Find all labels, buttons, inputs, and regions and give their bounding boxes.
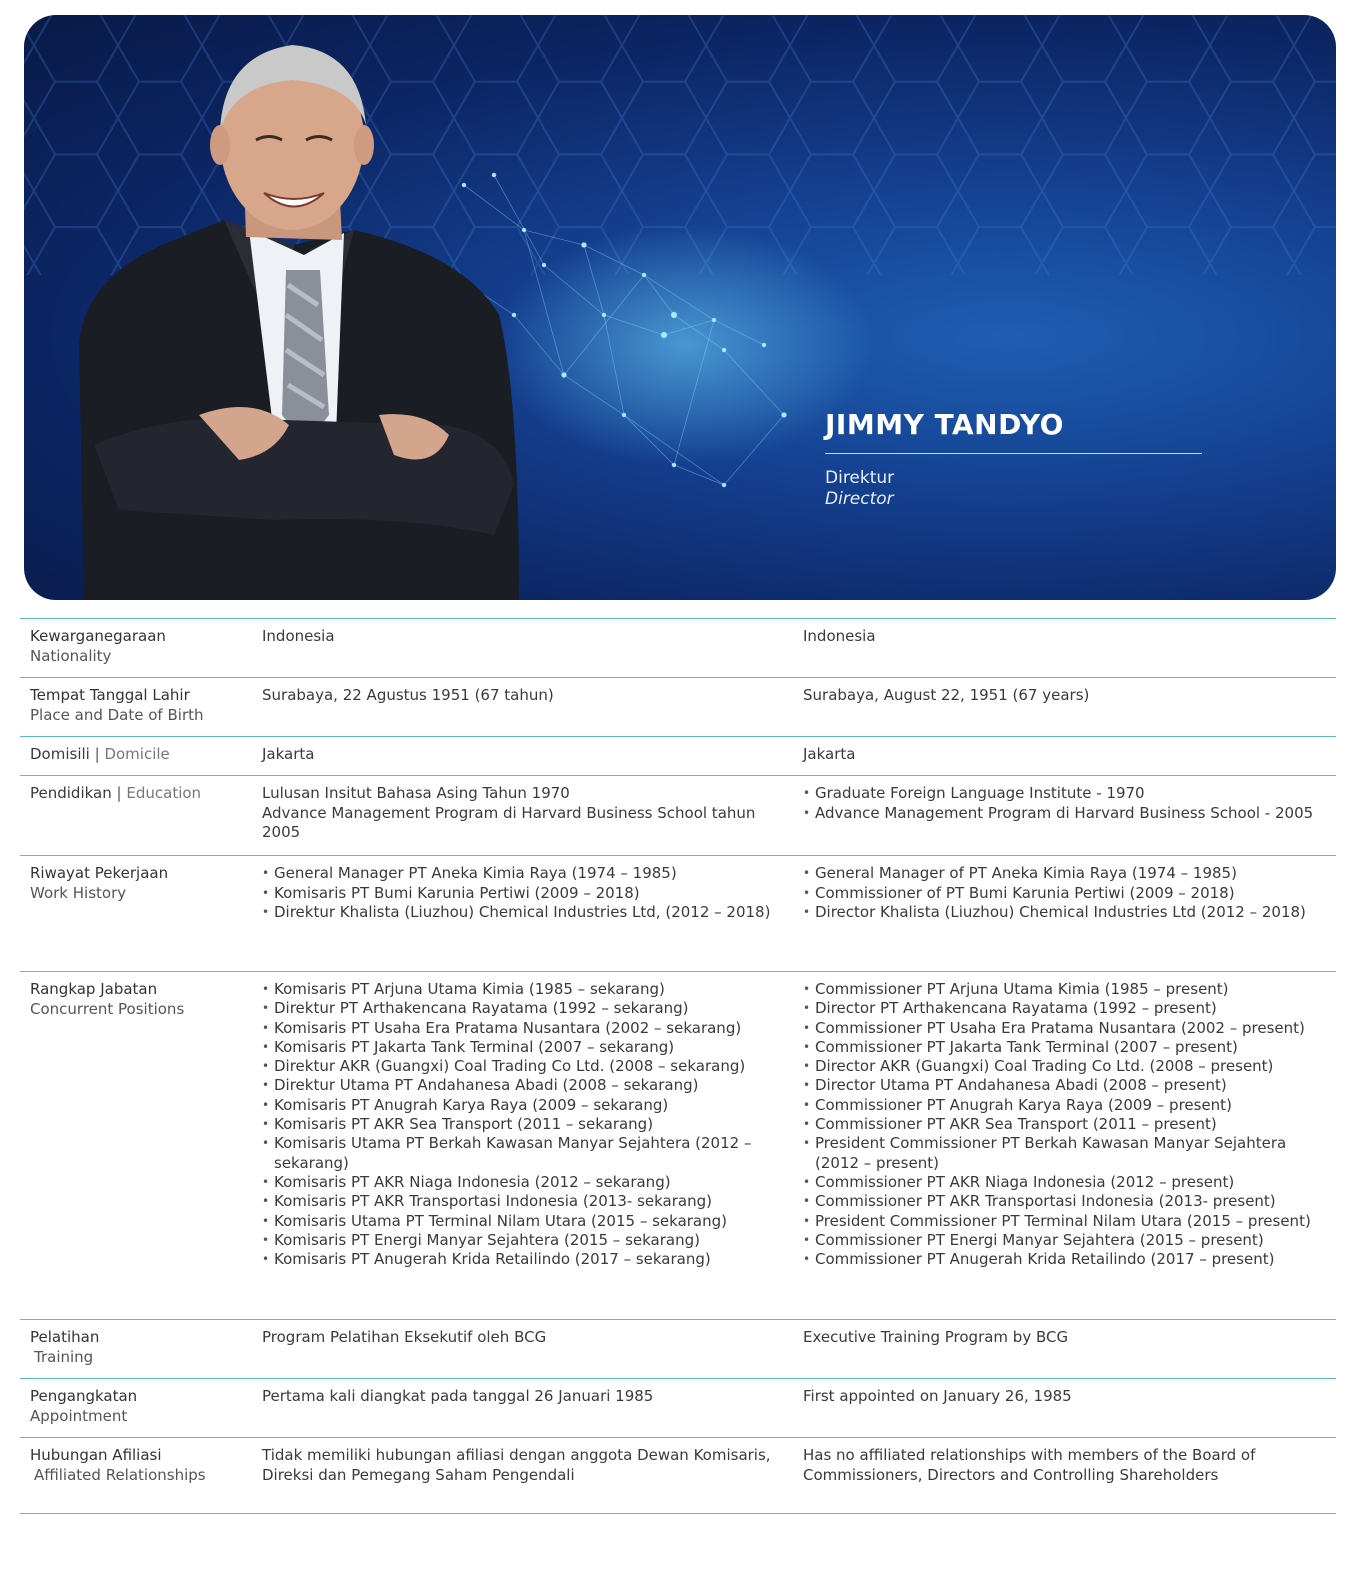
label-en: Work History: [30, 883, 127, 902]
list-item: • General Manager PT Aneka Kimia Raya (1974 – 1985): [262, 864, 783, 884]
list-item: • Komisaris PT Usaha Era Pratama Nusantara (2002 – sekarang): [262, 1019, 783, 1038]
label-cell: [20, 856, 252, 972]
list-item: • Director Utama PT Andahanesa Abadi (2008 – present): [803, 1076, 1326, 1095]
label-cell: [20, 1379, 252, 1438]
value-id-cell: [252, 856, 793, 972]
row-affiliation: [20, 1438, 1336, 1514]
label-cell: [20, 1320, 252, 1379]
position-id: Direktur: [825, 468, 895, 488]
value-en-cell: First appointed on January 26, 1985: [803, 1387, 1072, 1405]
profile-banner: [24, 15, 1336, 600]
label-en: Domicile: [104, 745, 170, 763]
row-birth: [20, 678, 1336, 737]
value-id-cell: Surabaya, 22 Agustus 1951 (67 tahun): [262, 686, 554, 704]
list-item: • Komisaris PT Anugerah Krida Retailindo (2017 – sekarang): [262, 1250, 783, 1269]
list-item: • Direktur AKR (Guangxi) Coal Trading Co Ltd. (2008 – sekarang): [262, 1057, 783, 1076]
position-en: Director: [825, 489, 894, 509]
list-item: • Direktur Khalista (Liuzhou) Chemical Industries Ltd, (2012 – 2018): [262, 903, 783, 923]
value-id-cell: Pertama kali diangkat pada tanggal 26 Januari 1985: [262, 1387, 654, 1405]
label-en: Appointment: [30, 1406, 128, 1425]
value-id-cell: [252, 776, 793, 856]
label-en: Education: [126, 784, 202, 802]
value-en-cell: Indonesia: [803, 627, 876, 645]
person-name: JIMMY TANDYO: [825, 408, 1064, 441]
label-en: Place and Date of Birth: [30, 705, 204, 724]
label-id: Tempat Tanggal Lahir: [30, 686, 190, 704]
list-item: • Komisaris PT Bumi Karunia Pertiwi (2009 – 2018): [262, 884, 783, 904]
label-id: Riwayat Pekerjaan: [30, 864, 169, 882]
list-item: • President Commissioner PT Terminal Nilam Utara (2015 – present): [803, 1212, 1326, 1231]
value-en-cell: Surabaya, August 22, 1951 (67 years): [803, 686, 1090, 704]
list-item: • Komisaris PT Arjuna Utama Kimia (1985 – sekarang): [262, 980, 783, 999]
value-id-cell: Jakarta: [262, 745, 315, 763]
row-appointment: [20, 1379, 1336, 1438]
list-item: • Komisaris PT AKR Niaga Indonesia (2012 – sekarang): [262, 1173, 783, 1192]
label-cell: [20, 737, 252, 776]
list-item: • Commissioner of PT Bumi Karunia Pertiwi (2009 – 2018): [803, 884, 1326, 904]
list-item: • Commissioner PT Jakarta Tank Terminal (2007 – present): [803, 1038, 1326, 1057]
list-item: • Graduate Foreign Language Institute - 1970: [803, 784, 1326, 804]
list-item: • Commissioner PT AKR Transportasi Indonesia (2013- present): [803, 1192, 1326, 1211]
list-item: • Direktur PT Arthakencana Rayatama (1992 – sekarang): [262, 999, 783, 1018]
list-item: • Commissioner PT Anugerah Krida Retailindo (2017 – present): [803, 1250, 1326, 1269]
label-id: Domisili: [30, 745, 90, 763]
value-id-cell: Program Pelatihan Eksekutif oleh BCG: [262, 1328, 547, 1346]
value-id-cell: Tidak memiliki hubungan afiliasi dengan anggota Dewan Komisaris, Direksi dan Pemegang Saham Pengendali: [262, 1446, 771, 1484]
label-id: Hubungan Afiliasi: [30, 1446, 162, 1464]
list-item: • Direktur Utama PT Andahanesa Abadi (2008 – sekarang): [262, 1076, 783, 1095]
value-en-cell: Executive Training Program by BCG: [803, 1328, 1069, 1346]
label-cell: [20, 776, 252, 856]
list-item: • Director AKR (Guangxi) Coal Trading Co Ltd. (2008 – present): [803, 1057, 1326, 1076]
list-item: Advance Management Program di Harvard Business School tahun 2005: [262, 803, 756, 841]
label-en: Training: [34, 1347, 94, 1366]
list-item: • Komisaris Utama PT Terminal Nilam Utara (2015 – sekarang): [262, 1212, 783, 1231]
label-cell: [20, 678, 252, 737]
list-item: • Director PT Arthakencana Rayatama (1992 – present): [803, 999, 1326, 1018]
list-item: • Komisaris Utama PT Berkah Kawasan Manyar Sejahtera (2012 – sekarang): [262, 1134, 783, 1173]
label-separator: |: [116, 784, 122, 802]
row-work-history: [20, 856, 1336, 972]
list-item: • Commissioner PT Energi Manyar Sejahtera (2015 – present): [803, 1231, 1326, 1250]
name-block: [825, 408, 1202, 510]
list-item: • Commissioner PT Arjuna Utama Kimia (1985 – present): [803, 980, 1326, 999]
list-item: • Komisaris PT Anugrah Karya Raya (2009 – sekarang): [262, 1096, 783, 1115]
list-item: • Komisaris PT AKR Sea Transport (2011 – sekarang): [262, 1115, 783, 1134]
bio-table: [20, 618, 1336, 1514]
row-domicile: [20, 737, 1336, 776]
row-education: [20, 776, 1336, 856]
label-id: Pengangkatan: [30, 1387, 138, 1405]
list-item: • Director Khalista (Liuzhou) Chemical Industries Ltd (2012 – 2018): [803, 903, 1326, 923]
value-en-cell: [793, 972, 1336, 1320]
label-en: Concurrent Positions: [30, 999, 185, 1018]
name-divider: [825, 453, 1202, 454]
label-id: Pelatihan: [30, 1328, 100, 1346]
list-item: • Commissioner PT Usaha Era Pratama Nusantara (2002 – present): [803, 1019, 1326, 1038]
label-id: Pendidikan: [30, 784, 112, 802]
list-item: • President Commissioner PT Berkah Kawasan Manyar Sejahtera (2012 – present): [803, 1134, 1326, 1173]
list-item: • Komisaris PT Jakarta Tank Terminal (2007 – sekarang): [262, 1038, 783, 1057]
label-id: Rangkap Jabatan: [30, 980, 158, 998]
list-item: • General Manager of PT Aneka Kimia Raya (1974 – 1985): [803, 864, 1326, 884]
list-item: • Komisaris PT Energi Manyar Sejahtera (2015 – sekarang): [262, 1231, 783, 1250]
label-cell: [20, 972, 252, 1320]
label-en: Affiliated Relationships: [34, 1465, 206, 1484]
value-id-cell: [252, 972, 793, 1320]
label-en: Nationality: [30, 646, 112, 665]
row-concurrent-positions: [20, 972, 1336, 1320]
list-item: • Komisaris PT AKR Transportasi Indonesia (2013- sekarang): [262, 1192, 783, 1211]
label-cell: [20, 619, 252, 678]
label-separator: |: [94, 745, 100, 763]
director-portrait: [24, 15, 584, 600]
list-item: • Commissioner PT AKR Sea Transport (2011 – present): [803, 1115, 1326, 1134]
list-item: • Commissioner PT Anugrah Karya Raya (2009 – present): [803, 1096, 1326, 1115]
row-training: [20, 1320, 1336, 1379]
value-en-cell: Has no affiliated relationships with members of the Board of Commissioners, Directors and Controlling Shareholders: [803, 1446, 1256, 1484]
value-en-cell: [793, 776, 1336, 856]
row-nationality: [20, 619, 1336, 678]
value-en-cell: [793, 856, 1336, 972]
label-id: Kewarganegaraan: [30, 627, 166, 645]
label-cell: [20, 1438, 252, 1514]
list-item: • Commissioner PT AKR Niaga Indonesia (2012 – present): [803, 1173, 1326, 1192]
value-id-cell: Indonesia: [262, 627, 335, 645]
list-item: Lulusan Insitut Bahasa Asing Tahun 1970: [262, 784, 570, 802]
value-en-cell: Jakarta: [803, 745, 856, 763]
list-item: • Advance Management Program di Harvard Business School - 2005: [803, 804, 1326, 824]
